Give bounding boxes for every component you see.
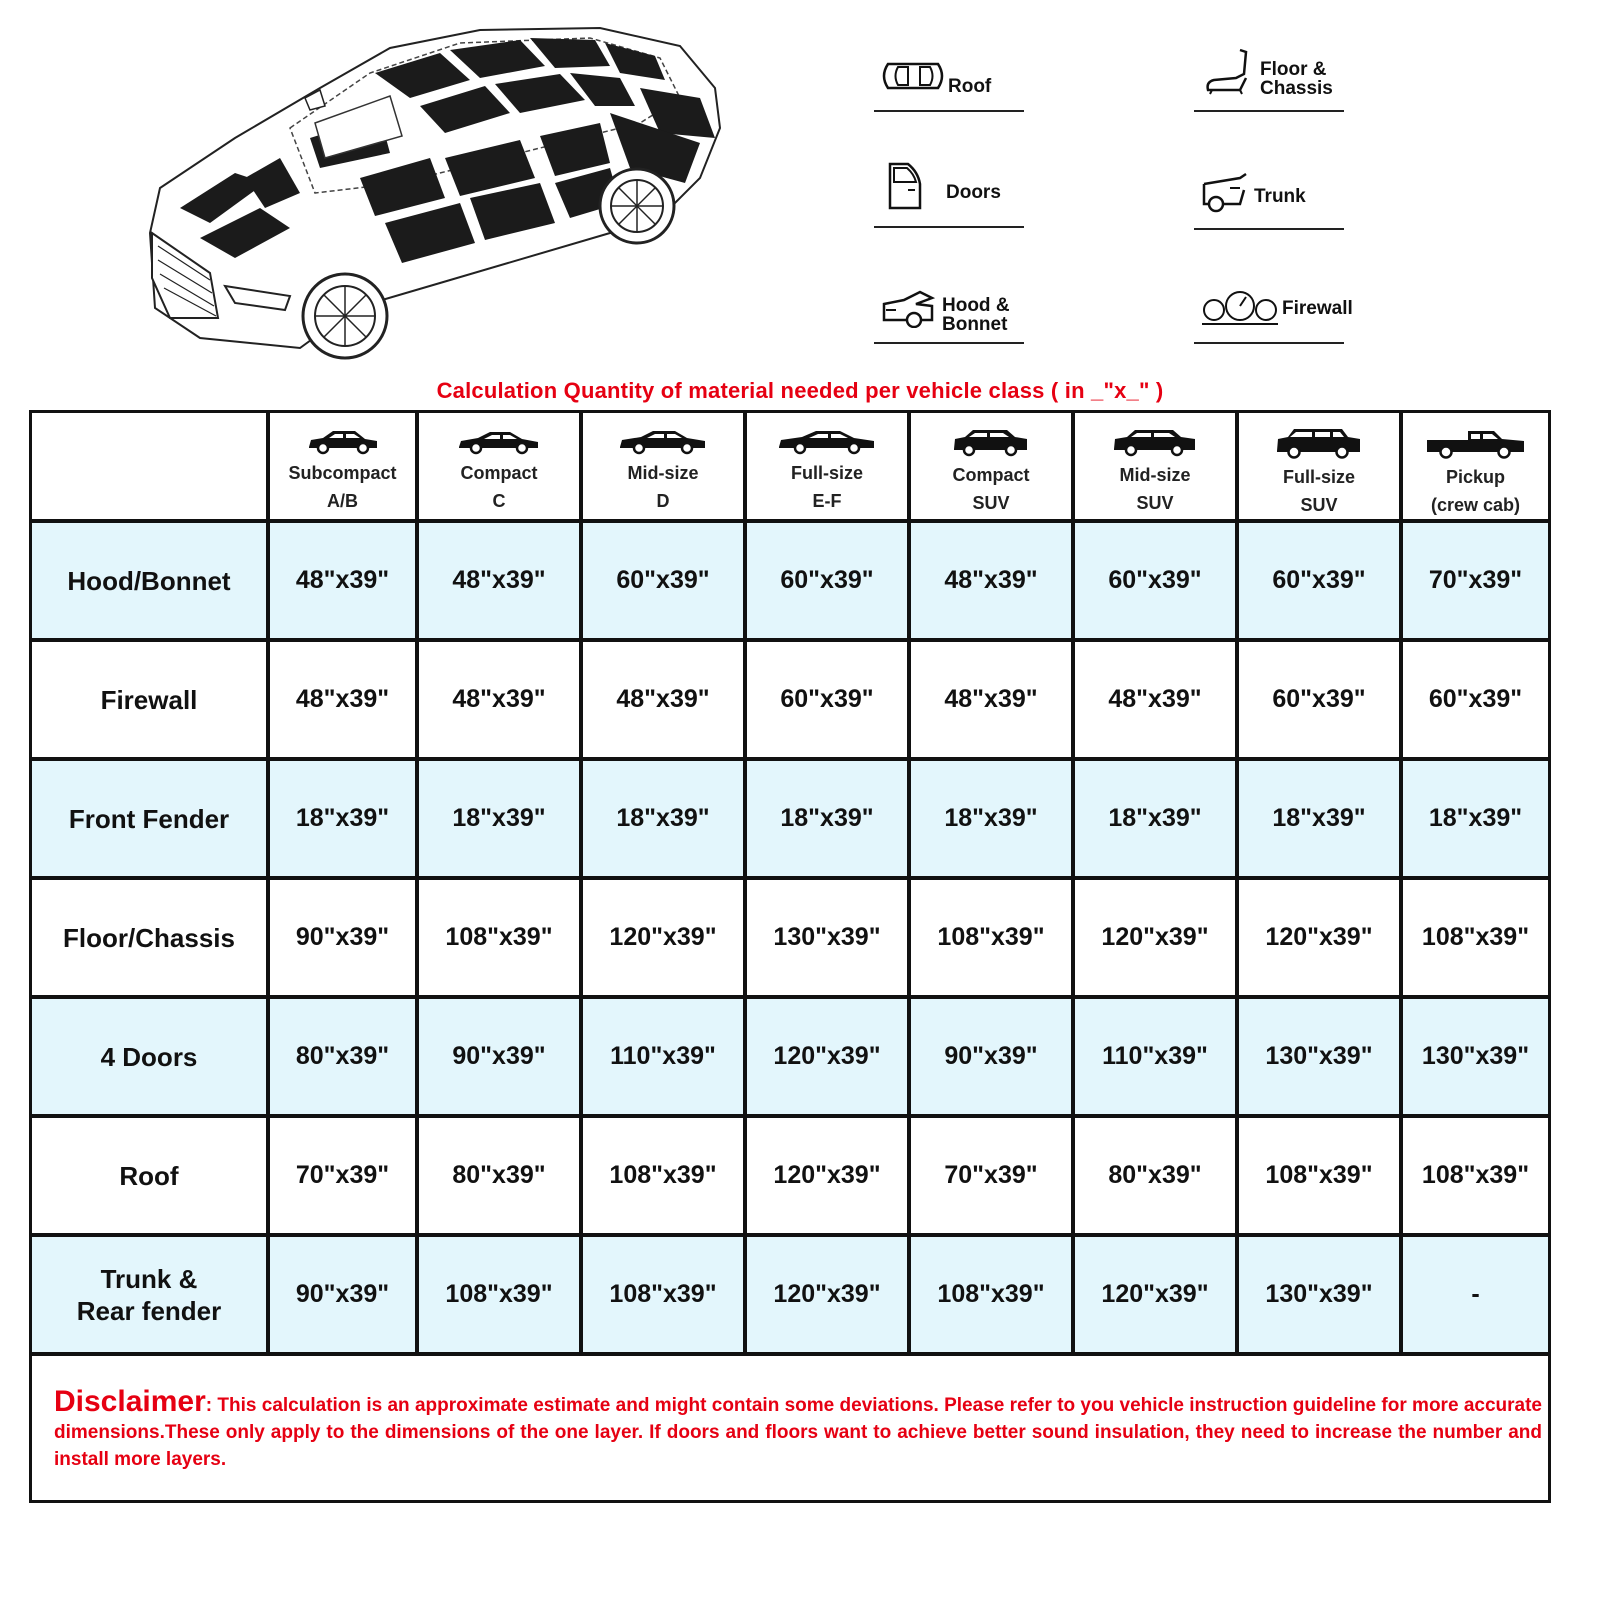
column-header [909,413,1073,521]
table-cell: 130"x39" [1237,1235,1401,1354]
row-label: Firewall [32,640,268,759]
chart-title: Calculation Quantity of material needed per vehicle class ( in _"x_" ) [436,378,1164,403]
table-cell: 18"x39" [1073,759,1237,878]
table-cell: 108"x39" [417,878,581,997]
table-cell: 80"x39" [268,997,417,1116]
table-cell: 60"x39" [745,521,909,640]
table-cell: 48"x39" [417,640,581,759]
column-header [417,413,581,521]
legend-item-hood-bonnet [874,274,1024,344]
table-cell: 60"x39" [1237,521,1401,640]
table-row [32,878,1548,997]
table-cell: 90"x39" [268,878,417,997]
table-cell: 48"x39" [581,640,745,759]
disclaimer-heading: Disclaimer [54,1385,206,1418]
table-cell: 90"x39" [909,997,1073,1116]
table-cell: 18"x39" [581,759,745,878]
table-cell: 18"x39" [1401,759,1548,878]
table-cell: 48"x39" [268,640,417,759]
row-label: Hood/Bonnet [32,521,268,640]
column-header [745,413,909,521]
row-label: Trunk & Rear fender [32,1235,268,1354]
table-cell: 60"x39" [1401,640,1548,759]
column-class-name: Full-size [1282,467,1355,487]
table-cell: 18"x39" [1237,759,1401,878]
subcompact-car-icon [305,427,381,455]
table-cell: 120"x39" [581,878,745,997]
dashboard-icon [1200,288,1280,328]
table-row [32,759,1548,878]
table-row [32,1235,1548,1354]
compact-car-icon [456,427,542,455]
table-cell: 108"x39" [909,878,1073,997]
part-legend [870,40,1390,360]
midsize-suv-icon [1111,427,1199,457]
legend-label-trunk: Trunk [1254,186,1306,207]
legend-item-doors [874,158,1024,228]
column-class-name: Full-size [790,463,863,483]
column-header [1237,413,1401,521]
table-cell: 130"x39" [745,878,909,997]
table-cell: 48"x39" [268,521,417,640]
compact-suv-icon [951,427,1031,457]
legend-item-firewall [1194,274,1353,344]
table-cell: 48"x39" [417,521,581,640]
table-row [32,1116,1548,1235]
table-cell: 18"x39" [417,759,581,878]
table-cell: 108"x39" [1401,878,1548,997]
table-row [32,640,1548,759]
table-cell: 110"x39" [581,997,745,1116]
header-corner-cell [32,413,268,521]
table-cell: 130"x39" [1237,997,1401,1116]
table-cell: 108"x39" [581,1235,745,1354]
column-class-name: Compact [952,465,1030,485]
table-cell: 60"x39" [1237,640,1401,759]
table-body [32,521,1548,1354]
table-cell: 90"x39" [268,1235,417,1354]
column-class-code: SUV [1136,493,1174,513]
table-cell: 18"x39" [909,759,1073,878]
column-class-name: Subcompact [288,463,397,483]
table-cell: 48"x39" [1073,640,1237,759]
fullsize-suv-icon [1274,427,1364,459]
row-label: Front Fender [32,759,268,878]
table-cell: 120"x39" [1073,1235,1237,1354]
table-cell: 108"x39" [1401,1116,1548,1235]
legend-item-floor-chassis [1194,42,1344,112]
legend-label-doors: Doors [946,182,1001,203]
table-cell: 70"x39" [1401,521,1548,640]
pickup-truck-icon [1424,427,1528,459]
table-cell: - [1401,1235,1548,1354]
table-cell: 60"x39" [1073,521,1237,640]
column-class-name: Pickup [1445,467,1506,487]
column-header [1401,413,1548,521]
table-cell: 120"x39" [745,1116,909,1235]
table-cell: 80"x39" [417,1116,581,1235]
material-table-frame [29,410,1551,1503]
column-class-code: SUV [1300,495,1338,515]
column-class-code: SUV [972,493,1010,513]
table-cell: 120"x39" [1237,878,1401,997]
column-class-name: Compact [460,463,538,483]
legend-item-roof [874,42,1024,112]
table-cell: 60"x39" [581,521,745,640]
disclaimer-text: : This calculation is an approximate estimate and might contain some deviations. Please refer to you vehicle instruction guideline for more accurate dimensions.These only apply to the dimensions of the one layer. If doors and floors want to achieve better sound insulation, they need to increase the number and install more layers. [54,1395,1542,1470]
table-cell: 108"x39" [1237,1116,1401,1235]
table-cell: 90"x39" [417,997,581,1116]
midsize-car-icon [617,427,709,455]
table-cell: 108"x39" [417,1235,581,1354]
table-cell: 108"x39" [581,1116,745,1235]
table-cell: 120"x39" [745,1235,909,1354]
table-cell: 70"x39" [909,1116,1073,1235]
car-insulation-diagram [140,18,740,363]
fullsize-car-icon [776,427,878,455]
legend-item-trunk [1194,160,1344,230]
column-header [1073,413,1237,521]
column-class-code: (crew cab) [1430,495,1521,515]
table-row [32,997,1548,1116]
table-cell: 120"x39" [1073,878,1237,997]
column-class-code: A/B [327,491,358,511]
legend-label-firewall: Firewall [1282,298,1353,319]
door-icon [880,160,928,212]
row-label: Floor/Chassis [32,878,268,997]
table-cell: 60"x39" [745,640,909,759]
roof-icon [880,56,948,96]
table-cell: 130"x39" [1401,997,1548,1116]
seat-icon [1200,48,1260,96]
trunk-icon [1200,170,1250,214]
table-cell: 70"x39" [268,1116,417,1235]
header-row [32,413,1548,521]
column-class-name: Mid-size [627,463,699,483]
table-cell: 18"x39" [745,759,909,878]
hood-icon [880,288,936,328]
column-header [581,413,745,521]
column-header [268,413,417,521]
column-class-code: D [656,491,670,511]
legend-label-floor-chassis: Floor & Chassis [1260,59,1333,99]
disclaimer [54,1385,1542,1473]
column-class-name: Mid-size [1119,465,1191,485]
table-cell: 80"x39" [1073,1116,1237,1235]
row-label: Roof [32,1116,268,1235]
table-cell: 48"x39" [909,640,1073,759]
legend-label-roof: Roof [948,76,992,97]
table-row [32,521,1548,640]
table-cell: 120"x39" [745,997,909,1116]
column-class-code: E-F [812,491,842,511]
column-class-code: C [492,491,506,511]
table-cell: 108"x39" [909,1235,1073,1354]
table-cell: 48"x39" [909,521,1073,640]
table-cell: 18"x39" [268,759,417,878]
material-table [32,413,1548,1356]
table-cell: 110"x39" [1073,997,1237,1116]
row-label: 4 Doors [32,997,268,1116]
legend-label-hood-bonnet: Hood & Bonnet [942,295,1010,335]
